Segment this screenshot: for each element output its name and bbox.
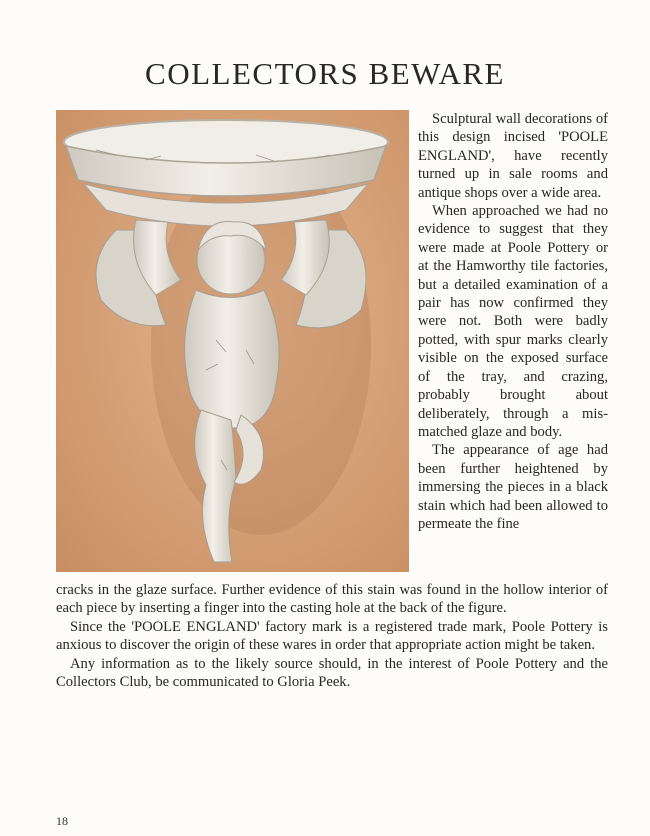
side-column-text [418,110,608,533]
cherub-torso [185,290,280,428]
paragraph-4: Since the 'POOLE ENGLAND' factory mark is a registered trade mark, Poole Pottery is anxious to discover the origin of these wares in order that appropriate action might be taken. [56,618,608,654]
page-number: 18 [56,814,68,828]
paragraph-1: Sculptural wall decorations of this design incised 'POOLE ENGLAND', have recently turned up in sale rooms and antique shops over a wide area. [418,111,608,201]
full-width-text [56,581,608,691]
paragraph-3-start: The appearance of age had been further heightened by immersing the pieces in a black stain which had been allowed to permeate the fine [418,442,608,532]
page-title: COLLECTORS BEWARE [145,56,505,91]
paragraph-3-continued: cracks in the glaze surface. Further evidence of this stain was found in the hollow interior of each piece by inserting a finger into the casting hole at the back of the figure. [56,582,608,617]
cherub-wall-bracket-photo [56,110,409,572]
paragraph-5: Any information as to the likely source should, in the interest of Poole Pottery and the Collectors Club, be communicated to Gloria Peek. [56,655,608,691]
paragraph-2: When approached we had no evidence to suggest that they were made at Poole Pottery or at the Hamworthy tile factories, but a detailed examination of a pair has now confirmed they were not. Both were badly potted, with spur marks clearly visible on the exposed surface of the tray, and crazing, probably brought about deliberately, through a mis-matched glaze and body. [418,203,608,440]
